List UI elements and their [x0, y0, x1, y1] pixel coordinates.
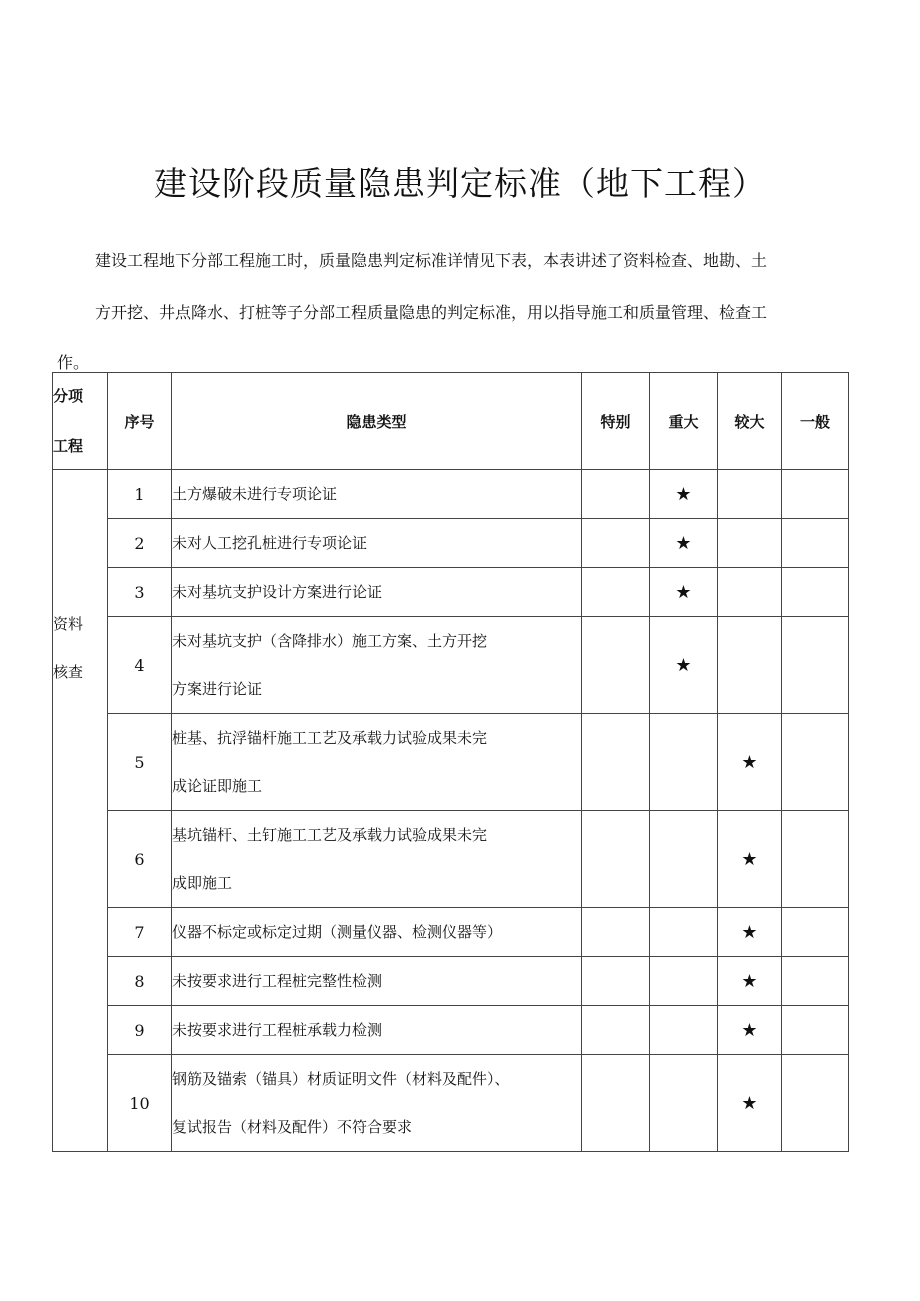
- row-description-line2: 成即施工: [172, 874, 233, 892]
- header-general: 一般: [782, 373, 849, 470]
- header-major: 重大: [650, 373, 718, 470]
- level-cell-general: [782, 714, 849, 811]
- row-description-line1: 未按要求进行工程桩承载力检测: [172, 1021, 383, 1039]
- level-cell-special: [582, 957, 650, 1006]
- row-description-line1: 仪器不标定或标定过期（测量仪器、检测仪器等）: [172, 923, 503, 941]
- level-cell-major: [650, 811, 718, 908]
- intro-line-2: 方开挖、井点降水、打桩等子分部工程质量隐患的判定标准，用以指导施工和质量管理、检查工: [95, 303, 768, 322]
- table-row: [53, 811, 849, 908]
- level-cell-general: [782, 811, 849, 908]
- row-index: 3: [108, 568, 172, 617]
- table-row: [53, 519, 849, 568]
- table-row: [53, 1055, 849, 1152]
- level-cell-general: [782, 568, 849, 617]
- intro-line-1: 建设工程地下分部工程施工时，质量隐患判定标准详情见下表，本表讲述了资料检查、地勘、土: [95, 251, 768, 270]
- row-description: [172, 568, 582, 617]
- header-index: 序号: [108, 373, 172, 470]
- row-description: [172, 714, 582, 811]
- level-cell-larger: [718, 568, 782, 617]
- header-category: [53, 373, 108, 470]
- level-cell-larger: [718, 1055, 782, 1152]
- row-description-line1: 未对人工挖孔桩进行专项论证: [172, 534, 368, 552]
- category-line1: 资料: [53, 615, 84, 633]
- row-description-line2: 成论证即施工: [172, 777, 263, 795]
- page-title: 建设阶段质量隐患判定标准（地下工程）: [154, 164, 766, 203]
- star-icon: ★: [741, 848, 758, 870]
- table-row: [53, 470, 849, 519]
- star-icon: ★: [741, 1092, 758, 1114]
- level-cell-major: [650, 1006, 718, 1055]
- row-description-line1: 桩基、抗浮锚杆施工工艺及承载力试验成果未完: [172, 729, 488, 747]
- level-cell-general: [782, 1055, 849, 1152]
- category-cell: [53, 470, 108, 1152]
- row-description: [172, 908, 582, 957]
- star-icon: ★: [741, 751, 758, 773]
- level-cell-general: [782, 519, 849, 568]
- level-cell-major: [650, 470, 718, 519]
- row-index: 6: [108, 811, 172, 908]
- level-cell-general: [782, 957, 849, 1006]
- level-cell-special: [582, 1006, 650, 1055]
- level-cell-larger: [718, 470, 782, 519]
- star-icon: ★: [741, 1019, 758, 1041]
- row-description-line1: 钢筋及锚索（锚具）材质证明文件（材料及配件）、: [172, 1070, 510, 1088]
- row-description: [172, 519, 582, 568]
- row-index: 7: [108, 908, 172, 957]
- table-row: [53, 617, 849, 714]
- row-index: 10: [108, 1055, 172, 1152]
- star-icon: ★: [675, 581, 692, 603]
- level-cell-major: [650, 568, 718, 617]
- row-description: [172, 957, 582, 1006]
- level-cell-major: [650, 908, 718, 957]
- hazard-table: [52, 372, 849, 1152]
- header-special: 特别: [582, 373, 650, 470]
- row-description: [172, 617, 582, 714]
- row-description: [172, 1006, 582, 1055]
- level-cell-larger: [718, 811, 782, 908]
- row-description: [172, 811, 582, 908]
- level-cell-special: [582, 811, 650, 908]
- level-cell-special: [582, 519, 650, 568]
- level-cell-major: [650, 714, 718, 811]
- row-index: 2: [108, 519, 172, 568]
- level-cell-special: [582, 470, 650, 519]
- level-cell-larger: [718, 1006, 782, 1055]
- star-icon: ★: [741, 970, 758, 992]
- row-description-line2: 方案进行论证: [172, 680, 263, 698]
- table-row: [53, 714, 849, 811]
- row-description-line1: 未对基坑支护设计方案进行论证: [172, 583, 383, 601]
- row-index: 8: [108, 957, 172, 1006]
- table-row: [53, 957, 849, 1006]
- level-cell-larger: [718, 908, 782, 957]
- row-description: [172, 1055, 582, 1152]
- header-category-line2: 工程: [53, 437, 84, 455]
- level-cell-larger: [718, 714, 782, 811]
- row-index: 9: [108, 1006, 172, 1055]
- level-cell-special: [582, 908, 650, 957]
- level-cell-special: [582, 568, 650, 617]
- star-icon: ★: [675, 654, 692, 676]
- table-header-row: [53, 373, 849, 470]
- level-cell-major: [650, 957, 718, 1006]
- level-cell-general: [782, 617, 849, 714]
- level-cell-major: [650, 519, 718, 568]
- level-cell-larger: [718, 617, 782, 714]
- table-row: [53, 908, 849, 957]
- table-row: [53, 568, 849, 617]
- row-index: 4: [108, 617, 172, 714]
- star-icon: ★: [675, 483, 692, 505]
- level-cell-larger: [718, 957, 782, 1006]
- header-category-line1: 分项: [53, 387, 84, 405]
- level-cell-special: [582, 1055, 650, 1152]
- table-row: [53, 1006, 849, 1055]
- table-body: [53, 470, 849, 1152]
- category-line2: 核查: [53, 663, 84, 681]
- row-description-line1: 土方爆破未进行专项论证: [172, 485, 338, 503]
- row-description-line1: 未按要求进行工程桩完整性检测: [172, 972, 383, 990]
- header-type: 隐患类型: [172, 373, 582, 470]
- level-cell-larger: [718, 519, 782, 568]
- row-description-line2: 复试报告（材料及配件）不符合要求: [172, 1118, 413, 1136]
- star-icon: ★: [675, 532, 692, 554]
- level-cell-special: [582, 617, 650, 714]
- header-larger: 较大: [718, 373, 782, 470]
- level-cell-special: [582, 714, 650, 811]
- row-description-line1: 未对基坑支护（含降排水）施工方案、土方开挖: [172, 632, 488, 650]
- level-cell-general: [782, 908, 849, 957]
- level-cell-general: [782, 470, 849, 519]
- level-cell-major: [650, 617, 718, 714]
- row-index: 5: [108, 714, 172, 811]
- level-cell-general: [782, 1006, 849, 1055]
- star-icon: ★: [741, 921, 758, 943]
- row-index: 1: [108, 470, 172, 519]
- intro-line-3: 作。: [57, 353, 90, 372]
- row-description-line1: 基坑锚杆、土钉施工工艺及承载力试验成果未完: [172, 826, 488, 844]
- level-cell-major: [650, 1055, 718, 1152]
- row-description: [172, 470, 582, 519]
